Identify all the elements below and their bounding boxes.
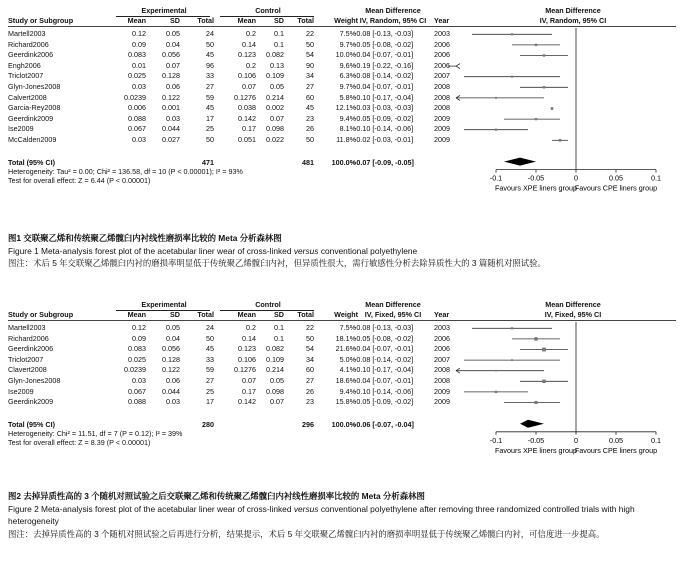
- mean-experimental: 0.067: [128, 124, 146, 134]
- total-experimental: 24: [206, 323, 214, 332]
- sd-experimental: 0.122: [162, 92, 180, 102]
- mean-experimental: 0.067: [128, 386, 146, 396]
- overall-effect-text: Test for overall effect: Z = 6.44 (P < 0.00001): [8, 175, 151, 185]
- study-weight: 6.3%: [339, 71, 356, 81]
- mean-difference-ci: -0.10 [-0.14, -0.06]: [354, 386, 414, 396]
- mean-control: 0.07: [242, 82, 256, 91]
- total-experimental: 17: [206, 113, 214, 123]
- mean-experimental: 0.088: [128, 397, 146, 407]
- study-name: McCalden2009: [8, 135, 57, 144]
- mean-difference-ci: -0.10 [-0.17, -0.04]: [354, 365, 414, 375]
- mean-experimental: 0.025: [128, 71, 146, 81]
- study-weight: 18.1%: [335, 333, 356, 343]
- total-experimental: 50: [206, 135, 214, 144]
- total-control: 22: [306, 29, 314, 38]
- point-estimate: [511, 33, 513, 35]
- study-weight: 7.5%: [339, 323, 356, 332]
- total-control: 26: [306, 386, 314, 396]
- study-weight: 10.0%: [335, 50, 356, 60]
- header-mean-1: Mean: [127, 16, 146, 25]
- study-year: 2009: [434, 113, 450, 123]
- study-name: Calvert2008: [8, 92, 47, 102]
- point-estimate: [495, 97, 497, 99]
- figure-1-caption-en: Figure 1 Meta-analysis forest plot of the acetabular liner wear of cross-linked versus conventional polyethylene: [8, 245, 418, 256]
- total-experimental: 27: [206, 82, 214, 91]
- mean-difference-ci: -0.04 [-0.07, -0.01]: [354, 50, 414, 60]
- study-year: 2006: [434, 39, 450, 49]
- mean-difference-ci: -0.08 [-0.14, -0.02]: [354, 71, 414, 81]
- header-control: Control: [255, 300, 281, 309]
- mean-difference-ci: -0.10 [-0.17, -0.04]: [354, 92, 414, 102]
- sd-control: 0.1: [274, 333, 284, 343]
- total-control: 54: [306, 344, 314, 354]
- total-control: 50: [306, 333, 314, 343]
- mean-experimental: 0.12: [132, 323, 146, 332]
- study-weight: 21.6%: [335, 344, 356, 354]
- header-mean-2: Mean: [237, 310, 256, 319]
- total-experimental: 17: [206, 397, 214, 407]
- header-year: Year: [434, 16, 450, 25]
- header-experimental: Experimental: [141, 300, 187, 309]
- study-name: Ise2009: [8, 124, 34, 134]
- figure-2-note: 图注：去掉异质性高的 3 个随机对照试验之后再进行分析，结果提示，术后 5 年交联聚乙烯髋臼内衬的磨损率明显低于传统聚乙烯髋臼内衬，可信度进一步提高。: [8, 528, 605, 539]
- sd-control: 0.1: [274, 39, 284, 49]
- x-tick-label: -0.1: [489, 173, 503, 183]
- pooled-diamond: [520, 420, 544, 428]
- total-weight: 100.0%: [331, 157, 356, 167]
- study-weight: 9.7%: [339, 39, 356, 49]
- study-year: 2006: [434, 333, 450, 343]
- sd-experimental: 0.044: [162, 124, 180, 134]
- study-weight: 9.4%: [339, 113, 356, 123]
- study-year: 2009: [434, 397, 450, 407]
- sd-experimental: 0.027: [162, 135, 180, 144]
- sd-experimental: 0.05: [166, 323, 180, 332]
- header-plot-sub: IV, Random, 95% CI: [539, 16, 607, 25]
- header-total-2: Total: [297, 310, 314, 319]
- point-estimate: [543, 86, 545, 88]
- mean-difference-ci: -0.19 [-0.22, -0.16]: [354, 60, 414, 70]
- mean-experimental: 0.09: [132, 333, 146, 343]
- x-tick-label: 0.1: [651, 435, 661, 445]
- mean-difference-ci: -0.04 [-0.07, -0.01]: [354, 82, 414, 91]
- study-name: Triclot2007: [8, 71, 44, 81]
- study-year: 2008: [434, 103, 450, 113]
- mean-control: 0.123: [238, 50, 256, 60]
- header-mean-2: Mean: [237, 16, 256, 25]
- study-year: 2009: [434, 386, 450, 396]
- header-md-sub: IV, Random, 95% CI: [359, 16, 427, 25]
- sd-control: 0.05: [270, 376, 284, 385]
- total-control: 60: [306, 365, 314, 375]
- total-experimental: 50: [206, 333, 214, 343]
- mean-difference-ci: -0.10 [-0.14, -0.06]: [354, 124, 414, 134]
- total-experimental: 27: [206, 376, 214, 385]
- study-year: 2007: [434, 71, 450, 81]
- total-control: 60: [306, 92, 314, 102]
- sd-control: 0.082: [266, 344, 284, 354]
- point-estimate: [535, 118, 537, 120]
- sd-experimental: 0.03: [166, 113, 180, 123]
- point-estimate: [535, 44, 537, 46]
- point-estimate: [495, 370, 497, 372]
- figure-2-caption-cn: 图2 去掉异质性高的 3 个随机对照试验之后交联聚乙烯和传统聚乙烯髋臼内衬线性磨损率比较的 Meta 分析森林图: [8, 491, 425, 501]
- study-name: Geerdink2009: [8, 397, 54, 407]
- mean-experimental: 0.01: [132, 60, 146, 70]
- x-tick-label: 0.05: [609, 435, 623, 445]
- mean-control: 0.142: [238, 113, 256, 123]
- header-weight: Weight: [334, 310, 358, 319]
- total-experimental: 59: [206, 92, 214, 102]
- sd-experimental: 0.04: [166, 39, 180, 49]
- header-study: Study or Subgroup: [8, 16, 74, 25]
- header-control: Control: [255, 6, 281, 15]
- total-label: Total (95% CI): [8, 419, 55, 429]
- mean-control: 0.14: [242, 333, 256, 343]
- total-control: 27: [306, 376, 314, 385]
- mean-difference-ci: -0.05 [-0.09, -0.02]: [354, 113, 414, 123]
- header-total-2: Total: [297, 16, 314, 25]
- point-estimate: [511, 359, 513, 361]
- total-experimental: 33: [206, 71, 214, 81]
- header-mean-difference: Mean Difference: [365, 6, 421, 15]
- point-estimate: [543, 54, 545, 56]
- mean-experimental: 0.083: [128, 50, 146, 60]
- point-estimate: [495, 129, 497, 131]
- mean-difference-ci: -0.04 [-0.07, -0.01]: [354, 344, 414, 354]
- mean-control: 0.038: [238, 103, 256, 113]
- header-total-1: Total: [197, 16, 214, 25]
- point-estimate: [534, 401, 537, 404]
- total-experimental: 45: [206, 50, 214, 60]
- study-name: Geerdink2009: [8, 113, 54, 123]
- mean-experimental: 0.0239: [124, 92, 146, 102]
- study-year: 2009: [434, 135, 450, 144]
- total-n-experimental: 280: [202, 419, 214, 429]
- study-year: 2006: [434, 344, 450, 354]
- total-control: 27: [306, 82, 314, 91]
- total-experimental: 45: [206, 344, 214, 354]
- mean-control: 0.17: [242, 386, 256, 396]
- mean-control: 0.07: [242, 376, 256, 385]
- total-experimental: 59: [206, 365, 214, 375]
- point-estimate: [542, 380, 545, 383]
- sd-experimental: 0.128: [162, 71, 180, 81]
- sd-control: 0.098: [266, 386, 284, 396]
- mean-experimental: 0.03: [132, 376, 146, 385]
- total-control: 90: [306, 60, 314, 70]
- header-md-sub: IV, Fixed, 95% CI: [364, 310, 422, 319]
- mean-control: 0.14: [242, 39, 256, 49]
- mean-experimental: 0.0239: [124, 365, 146, 375]
- total-experimental: 96: [206, 60, 214, 70]
- sd-control: 0.098: [266, 124, 284, 134]
- x-tick-label: 0.05: [609, 173, 623, 183]
- mean-control: 0.1276: [234, 92, 256, 102]
- point-estimate: [534, 337, 537, 340]
- total-control: 23: [306, 113, 314, 123]
- mean-experimental: 0.025: [128, 354, 146, 364]
- total-control: 22: [306, 323, 314, 332]
- sd-control: 0.082: [266, 50, 284, 60]
- total-experimental: 25: [206, 124, 214, 134]
- sd-control: 0.214: [266, 365, 284, 375]
- sd-experimental: 0.128: [162, 354, 180, 364]
- sd-experimental: 0.03: [166, 397, 180, 407]
- total-control: 50: [306, 39, 314, 49]
- forest-plot-figure-2: [8, 298, 676, 484]
- study-name: Garcia-Rey2008: [8, 103, 61, 113]
- study-weight: 9.7%: [339, 82, 356, 91]
- sd-experimental: 0.056: [162, 344, 180, 354]
- study-weight: 8.1%: [339, 124, 356, 134]
- total-experimental: 33: [206, 354, 214, 364]
- sd-experimental: 0.044: [162, 386, 180, 396]
- total-experimental: 25: [206, 386, 214, 396]
- mean-control: 0.106: [238, 354, 256, 364]
- mean-control: 0.2: [246, 323, 256, 332]
- favours-right-label: Favours CPE liners group: [574, 445, 658, 455]
- point-estimate: [551, 107, 554, 110]
- study-weight: 15.8%: [335, 397, 356, 407]
- mean-experimental: 0.09: [132, 39, 146, 49]
- header-sd-1: SD: [170, 16, 180, 25]
- study-year: 2007: [434, 354, 450, 364]
- sd-experimental: 0.06: [166, 376, 180, 385]
- sd-experimental: 0.06: [166, 82, 180, 91]
- study-year: 2006: [434, 60, 450, 70]
- study-weight: 9.4%: [339, 386, 356, 396]
- total-experimental: 24: [206, 29, 214, 38]
- heterogeneity-text: Heterogeneity: Chi² = 11.51, df = 7 (P = 0.12); I² = 39%: [8, 428, 183, 438]
- figure-2-caption-en: Figure 2 Meta-analysis forest plot of the acetabular liner wear of cross-linked versus conventional polyethylene after removing three randomized controlled trials with high heterogeneity: [8, 503, 635, 526]
- sd-control: 0.214: [266, 92, 284, 102]
- mean-difference-ci: -0.05 [-0.08, -0.02]: [354, 39, 414, 49]
- sd-experimental: 0.07: [166, 60, 180, 70]
- mean-experimental: 0.03: [132, 82, 146, 91]
- mean-control: 0.051: [238, 135, 256, 144]
- mean-control: 0.1276: [234, 365, 256, 375]
- x-tick-label: 0.1: [651, 173, 661, 183]
- total-experimental: 45: [206, 103, 214, 113]
- forest-plot-figure-1: [8, 4, 676, 220]
- figure-1-caption: [8, 232, 674, 270]
- study-weight: 5.8%: [339, 92, 356, 102]
- mean-experimental: 0.12: [132, 29, 146, 38]
- study-year: 2006: [434, 50, 450, 60]
- mean-control: 0.123: [238, 344, 256, 354]
- header-sd-2: SD: [274, 310, 284, 319]
- favours-left-label: Favours XPE liners group: [495, 445, 577, 455]
- mean-control: 0.17: [242, 124, 256, 134]
- overall-effect-text: Test for overall effect: Z = 8.39 (P < 0.00001): [8, 437, 151, 447]
- study-year: 2008: [434, 92, 450, 102]
- point-estimate: [495, 391, 497, 393]
- total-control: 26: [306, 124, 314, 134]
- total-control: 23: [306, 397, 314, 407]
- x-tick-label: -0.1: [489, 435, 503, 445]
- sd-experimental: 0.122: [162, 365, 180, 375]
- sd-control: 0.13: [270, 60, 284, 70]
- figure-1-note: 图注：术后 5 年交联聚乙烯髋臼内衬的磨损率明显低于传统聚乙烯髋臼内衬，但异质性很大，需行敏感性分析去除异质性大的 3 篇随机对照试验。: [8, 258, 546, 268]
- study-name: Glyn-Jones2008: [8, 376, 61, 385]
- sd-control: 0.022: [266, 135, 284, 144]
- study-year: 2008: [434, 365, 450, 375]
- total-n-control: 296: [302, 419, 314, 429]
- sd-control: 0.002: [266, 103, 284, 113]
- sd-experimental: 0.056: [162, 50, 180, 60]
- favours-left-label: Favours XPE liners group: [495, 183, 577, 193]
- forest-chart-2: [456, 298, 674, 468]
- mean-control: 0.2: [246, 60, 256, 70]
- header-experimental: Experimental: [141, 6, 187, 15]
- header-plot-sub: IV, Fixed, 95% CI: [544, 310, 602, 319]
- mean-difference-ci: -0.03 [-0.03, -0.03]: [354, 103, 414, 113]
- sd-experimental: 0.001: [162, 103, 180, 113]
- sd-control: 0.1: [274, 323, 284, 332]
- study-name: Geerdink2006: [8, 50, 54, 60]
- x-tick-label: 0: [574, 173, 578, 183]
- figure-1-caption-cn: 图1 交联聚乙烯和传统聚乙烯髋臼内衬线性磨损率比较的 Meta 分析森林图: [8, 233, 282, 243]
- study-name: Richard2006: [8, 333, 49, 343]
- study-year: 2009: [434, 124, 450, 134]
- header-year: Year: [434, 310, 450, 319]
- header-study: Study or Subgroup: [8, 310, 74, 319]
- figure-2-caption: [8, 490, 674, 540]
- total-experimental: 50: [206, 39, 214, 49]
- study-name: Engh2006: [8, 60, 41, 70]
- mean-difference-ci: -0.08 [-0.13, -0.03]: [354, 323, 414, 332]
- pooled-diamond: [504, 158, 536, 166]
- study-weight: 7.5%: [339, 29, 356, 38]
- total-ci: -0.07 [-0.09, -0.05]: [354, 157, 414, 167]
- sd-control: 0.07: [270, 397, 284, 407]
- point-estimate: [511, 76, 513, 78]
- header-total-1: Total: [197, 310, 214, 319]
- x-tick-label: -0.05: [527, 435, 545, 445]
- header-mean-1: Mean: [127, 310, 146, 319]
- study-year: 2008: [434, 376, 450, 385]
- total-control: 34: [306, 71, 314, 81]
- total-label: Total (95% CI): [8, 157, 55, 167]
- sd-control: 0.05: [270, 82, 284, 91]
- study-year: 2008: [434, 82, 450, 91]
- mean-difference-ci: -0.05 [-0.09, -0.02]: [354, 397, 414, 407]
- mean-difference-ci: -0.04 [-0.07, -0.01]: [354, 376, 414, 385]
- study-weight: 18.6%: [335, 376, 356, 385]
- header-weight: Weight: [334, 16, 358, 25]
- study-name: Triclot2007: [8, 354, 44, 364]
- point-estimate: [511, 327, 513, 329]
- sd-control: 0.109: [266, 354, 284, 364]
- mean-difference-ci: -0.02 [-0.03, -0.01]: [354, 135, 414, 144]
- mean-difference-ci: -0.05 [-0.08, -0.02]: [354, 333, 414, 343]
- total-control: 50: [306, 135, 314, 144]
- point-estimate: [559, 139, 562, 142]
- mean-control: 0.142: [238, 397, 256, 407]
- total-n-experimental: 471: [202, 157, 214, 167]
- sd-control: 0.1: [274, 29, 284, 38]
- study-name: Geerdink2006: [8, 344, 54, 354]
- study-weight: 12.1%: [335, 103, 356, 113]
- study-name: Martell2003: [8, 29, 46, 38]
- study-weight: 4.1%: [339, 365, 356, 375]
- study-name: Richard2006: [8, 39, 49, 49]
- study-weight: 9.6%: [339, 60, 356, 70]
- header-plot-title: Mean Difference: [545, 6, 601, 15]
- study-name: Ise2009: [8, 386, 34, 396]
- ci-arrow: [456, 64, 460, 69]
- mean-control: 0.106: [238, 71, 256, 81]
- sd-control: 0.109: [266, 71, 284, 81]
- total-weight: 100.0%: [331, 419, 356, 429]
- mean-difference-ci: -0.08 [-0.14, -0.02]: [354, 354, 414, 364]
- header-sd-1: SD: [170, 310, 180, 319]
- total-ci: -0.06 [-0.07, -0.04]: [354, 419, 414, 429]
- study-weight: 5.0%: [339, 354, 356, 364]
- total-control: 34: [306, 354, 314, 364]
- mean-difference-ci: -0.08 [-0.13, -0.03]: [354, 29, 414, 38]
- study-year: 2003: [434, 29, 450, 38]
- mean-experimental: 0.006: [128, 103, 146, 113]
- mean-experimental: 0.083: [128, 344, 146, 354]
- total-n-control: 481: [302, 157, 314, 167]
- sd-experimental: 0.04: [166, 333, 180, 343]
- header-sd-2: SD: [274, 16, 284, 25]
- study-year: 2003: [434, 323, 450, 332]
- study-name: Clavert2008: [8, 365, 47, 375]
- favours-right-label: Favours CPE liners group: [574, 183, 658, 193]
- heterogeneity-text: Heterogeneity: Tau² = 0.00; Chi² = 136.58, df = 10 (P < 0.00001); I² = 93%: [8, 166, 243, 176]
- mean-experimental: 0.03: [132, 135, 146, 144]
- point-estimate: [542, 348, 546, 352]
- sd-experimental: 0.05: [166, 29, 180, 38]
- study-weight: 11.8%: [336, 135, 356, 144]
- header-plot-title: Mean Difference: [545, 300, 601, 309]
- forest-chart-1: [456, 4, 674, 206]
- total-control: 54: [306, 50, 314, 60]
- x-tick-label: -0.05: [527, 173, 545, 183]
- study-name: Glyn-Jones2008: [8, 82, 61, 91]
- mean-control: 0.2: [246, 29, 256, 38]
- mean-experimental: 0.088: [128, 113, 146, 123]
- header-mean-difference: Mean Difference: [365, 300, 421, 309]
- study-name: Martell2003: [8, 323, 46, 332]
- total-control: 45: [306, 103, 314, 113]
- x-tick-label: 0: [574, 435, 578, 445]
- sd-control: 0.07: [270, 113, 284, 123]
